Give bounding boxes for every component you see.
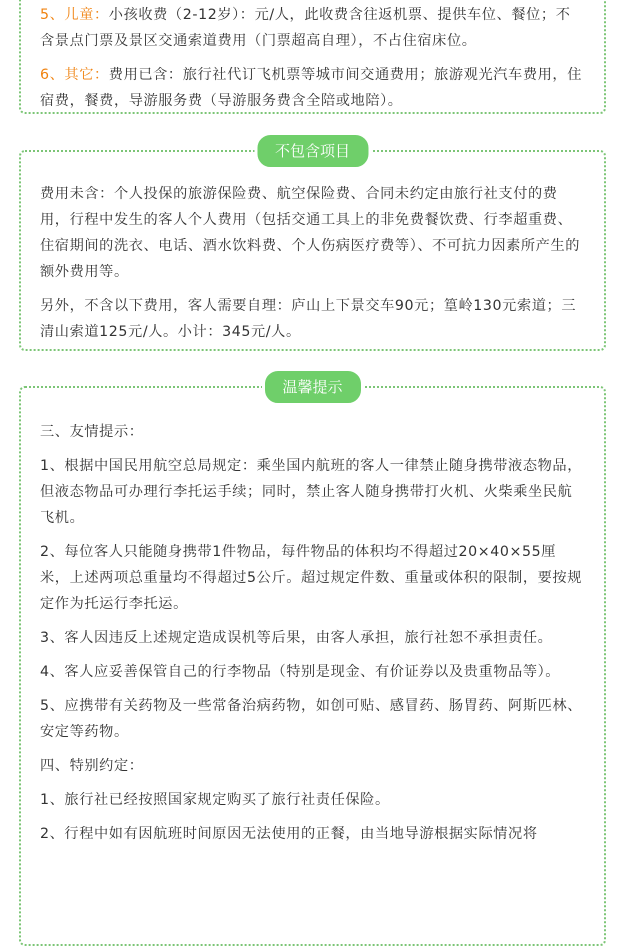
tip-item: 2、每位客人只能随身携带1件物品，每件物品的体积均不得超过20×40×55厘米，上述两项总重量均不得超过5公斤。超过规定件数、重量或体积的限制，要按规定作为托运行李托运。 [40, 544, 582, 612]
tip-item: 5、应携带有关药物及一些常备治病药物，如创可贴、感冒药、肠胃药、阿斯匹林、安定等药物。 [40, 698, 582, 740]
tips-title: 温馨提示 [261, 368, 363, 406]
excluded-items-box [19, 150, 606, 351]
tips-box [19, 386, 606, 946]
tips-heading-special: 四、特别约定： [40, 758, 144, 774]
tip-item: 3、客人因违反上述规定造成误机等后果，由客人承担，旅行社恕不承担责任。 [40, 630, 553, 646]
excluded-items-title: 不包含项目 [254, 132, 371, 170]
other-fee-label: 6、其它： [40, 67, 109, 83]
child-fee-paragraph [40, 2, 585, 54]
tip-item: 4、客人应妥善保管自己的行李物品（特别是现金、有价证券以及贵重物品等）。 [40, 664, 561, 680]
excluded-costs-paragraph: 费用未含：个人投保的旅游保险费、航空保险费、合同未约定由旅行社支付的费用，行程中发生的客人个人费用（包括交通工具上的非免费餐饮费、行李超重费、住宿期间的洗衣、电话、酒水饮料费、个人伤病医疗费等）、不可抗力因素所产生的额外费用等。 [40, 186, 581, 280]
fee-details-box [19, 0, 606, 114]
tips-heading-friendly: 三、友情提示： [40, 424, 144, 440]
child-fee-text: 小孩收费（2-12岁）：元/人，此收费含往返机票、提供车位、餐位；不含景点门票及景区交通索道费用（门票超高自理），不占住宿床位。 [40, 7, 571, 49]
child-fee-label: 5、儿童： [40, 7, 109, 23]
self-paid-costs-paragraph: 另外，不含以下费用，客人需要自理：庐山上下景交车90元；篁岭130元索道；三清山索道125元/人。小计：345元/人。 [40, 298, 577, 340]
special-item: 2、行程中如有因航班时间原因无法使用的正餐，由当地导游根据实际情况将 [40, 826, 538, 842]
special-item: 1、旅行社已经按照国家规定购买了旅行社责任保险。 [40, 792, 390, 808]
other-fee-paragraph [40, 62, 585, 114]
tip-item: 1、根据中国民用航空总局规定：乘坐国内航班的客人一律禁止随身携带液态物品，但液态物品可办理行李托运手续；同时，禁止客人随身携带打火机、火柴乘坐民航飞机。 [40, 458, 582, 526]
other-fee-text: 费用已含：旅行社代订飞机票等城市间交通费用；旅游观光汽车费用，住宿费，餐费，导游服务费（导游服务费含全陪或地陪）。 [40, 67, 582, 109]
